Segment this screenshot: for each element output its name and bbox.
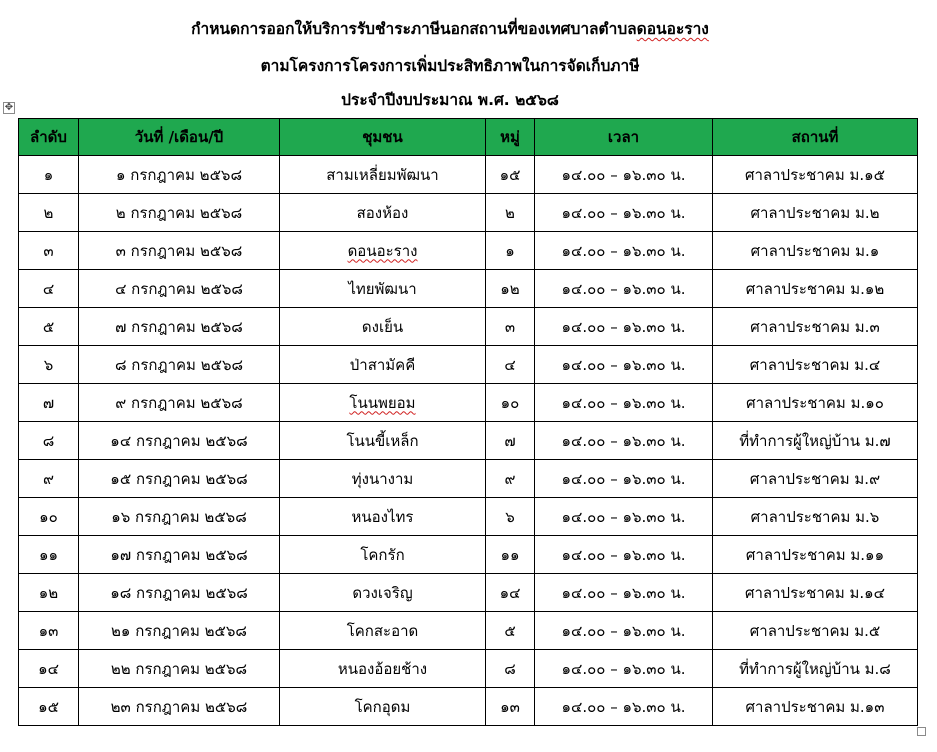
cell-time-text: ๑๔.๐๐ – ๑๖.๓๐ น.	[561, 317, 686, 336]
cell-community[interactable]	[280, 574, 486, 612]
cell-location-text: ศาลาประชาคม ม.๑๐	[746, 393, 884, 412]
cell-date[interactable]	[79, 232, 280, 270]
cell-date[interactable]	[79, 460, 280, 498]
cell-date-text: ๒๒ กรกฎาคม ๒๕๖๘	[110, 659, 248, 678]
cell-community[interactable]	[280, 460, 486, 498]
cell-community-text: โนนขี้เหล็ก	[346, 431, 419, 450]
cell-time-text: ๑๔.๐๐ – ๑๖.๓๐ น.	[561, 621, 686, 640]
cell-time[interactable]	[535, 460, 713, 498]
cell-location[interactable]	[713, 536, 918, 574]
cell-village-text: ๙	[504, 469, 516, 488]
cell-community-text: หนองอ้อยช้าง	[337, 659, 428, 678]
cell-village[interactable]	[486, 422, 535, 460]
cell-community[interactable]	[280, 650, 486, 688]
cell-date-text: ๔ กรกฎาคม ๒๕๖๘	[115, 279, 243, 298]
cell-number-text: ๓	[43, 241, 54, 260]
cell-location-text: ศาลาประชาคม ม.๕	[749, 621, 881, 640]
cell-village[interactable]	[486, 232, 535, 270]
cell-location-text: ศาลาประชาคม ม.๙	[749, 469, 881, 488]
cell-date-text: ๓ กรกฎาคม ๒๕๖๘	[115, 241, 243, 260]
cell-date-text: ๙ กรกฎาคม ๒๕๖๘	[115, 393, 243, 412]
title-line-1-prefix: กำหนดการออกให้บริการรับชำระภาษีนอกสถานที่ของเทศบาลตำบล	[191, 20, 637, 38]
table-row	[19, 194, 918, 232]
cell-village[interactable]	[486, 498, 535, 536]
cell-time[interactable]	[535, 384, 713, 422]
column-header-date: วันที่ /เดือน/ปี	[79, 119, 280, 156]
cell-community[interactable]	[280, 156, 486, 194]
cell-location-text: ศาลาประชาคม ม.๓	[750, 317, 880, 336]
cell-date[interactable]	[79, 422, 280, 460]
cell-time-text: ๑๔.๐๐ – ๑๖.๓๐ น.	[561, 697, 686, 716]
column-header-location: สถานที่	[713, 119, 918, 156]
cell-time[interactable]	[535, 650, 713, 688]
cell-number[interactable]	[19, 612, 79, 650]
table-row	[19, 574, 918, 612]
cell-location[interactable]	[713, 232, 918, 270]
cell-location-text: ที่ทำการผู้ใหญ่บ้าน ม.๘	[739, 659, 891, 678]
cell-time[interactable]	[535, 688, 713, 726]
cell-time[interactable]	[535, 612, 713, 650]
cell-community[interactable]	[280, 346, 486, 384]
cell-date-text: ๑๘ กรกฎาคม ๒๕๖๘	[110, 583, 248, 602]
cell-village-text: ๔	[504, 355, 516, 374]
cell-number[interactable]	[19, 574, 79, 612]
table-row	[19, 536, 918, 574]
cell-village[interactable]	[486, 156, 535, 194]
table-row	[19, 422, 918, 460]
cell-date-text: ๒๑ กรกฎาคม ๒๕๖๘	[111, 621, 247, 640]
cell-date-text: ๑๔ กรกฎาคม ๒๕๖๘	[110, 431, 248, 450]
cell-location-text: ศาลาประชาคม ม.๑๔	[744, 583, 886, 602]
cell-date[interactable]	[79, 688, 280, 726]
cell-village-text: ๖	[505, 507, 515, 526]
cell-number[interactable]	[19, 498, 79, 536]
cell-location-text: ศาลาประชาคม ม.๒	[750, 203, 880, 222]
cell-date-text: ๑๖ กรกฎาคม ๒๕๖๘	[111, 507, 247, 526]
cell-number-text: ๕	[42, 317, 55, 336]
cell-time[interactable]	[535, 346, 713, 384]
cell-community-text: ดอนอะราง	[347, 241, 418, 260]
title-line-1-place-name: ดอนอะราง	[636, 20, 709, 38]
cell-community-text: สองห้อง	[356, 203, 409, 222]
cell-community[interactable]	[280, 270, 486, 308]
title-line-2: ตามโครงการโครงการเพิ่มประสิทธิภาพในการจัดเก็บภาษี	[260, 57, 640, 75]
schedule-table	[18, 118, 918, 726]
cell-location[interactable]	[713, 346, 918, 384]
cell-location[interactable]	[713, 650, 918, 688]
cell-time[interactable]	[535, 156, 713, 194]
cell-community[interactable]	[280, 536, 486, 574]
column-header-village: หมู่	[486, 119, 535, 156]
cell-time-text: ๑๔.๐๐ – ๑๖.๓๐ น.	[561, 393, 686, 412]
cell-location[interactable]	[713, 384, 918, 422]
cell-location[interactable]	[713, 574, 918, 612]
cell-village[interactable]	[486, 460, 535, 498]
cell-time[interactable]	[535, 194, 713, 232]
cell-community-text: ทุ่งนางาม	[351, 469, 414, 488]
cell-community[interactable]	[280, 422, 486, 460]
table-row	[19, 498, 918, 536]
cell-community-text: สามเหลี่ยมพัฒนา	[326, 165, 439, 184]
cell-number-text: ๑๕	[38, 697, 59, 716]
cell-location-text: ศาลาประชาคม ม.๖	[750, 507, 880, 526]
cell-time-text: ๑๔.๐๐ – ๑๖.๓๐ น.	[561, 469, 686, 488]
table-row	[19, 612, 918, 650]
cell-village[interactable]	[486, 346, 535, 384]
cell-time[interactable]	[535, 270, 713, 308]
cell-number-text: ๒	[43, 203, 54, 222]
cell-time[interactable]	[535, 574, 713, 612]
cell-village-text: ๑๐	[500, 393, 520, 412]
cell-location[interactable]	[713, 422, 918, 460]
cell-location[interactable]	[713, 308, 918, 346]
cell-number-text: ๙	[43, 469, 54, 488]
cell-village-text: ๗	[504, 431, 516, 450]
column-header-time: เวลา	[535, 119, 713, 156]
cell-date[interactable]	[79, 346, 280, 384]
cell-date[interactable]	[79, 536, 280, 574]
cell-community-text: ไทยพัฒนา	[348, 279, 417, 298]
cell-community[interactable]	[280, 384, 486, 422]
cell-community[interactable]	[280, 232, 486, 270]
cell-village[interactable]	[486, 688, 535, 726]
table-row	[19, 346, 918, 384]
cell-date-text: ๗ กรกฎาคม ๒๕๖๘	[115, 317, 243, 336]
cell-village-text: ๑๔	[499, 583, 521, 602]
cell-location[interactable]	[713, 612, 918, 650]
cell-number[interactable]	[19, 308, 79, 346]
cell-community[interactable]	[280, 308, 486, 346]
cell-village-text: ๘	[504, 659, 516, 678]
cell-village[interactable]	[486, 194, 535, 232]
table-body	[19, 156, 918, 726]
table-row	[19, 650, 918, 688]
title-line-3: ประจำปีงบประมาณ พ.ศ. ๒๕๖๘	[341, 91, 559, 109]
cell-time[interactable]	[535, 232, 713, 270]
cell-time-text: ๑๔.๐๐ – ๑๖.๓๐ น.	[561, 659, 686, 678]
cell-number[interactable]	[19, 156, 79, 194]
text-cursor	[917, 232, 918, 254]
cell-location-text: ที่ทำการผู้ใหญ่บ้าน ม.๗	[739, 431, 891, 450]
cell-date[interactable]	[79, 650, 280, 688]
cell-location[interactable]	[713, 156, 918, 194]
cell-community-text: ดวงเจริญ	[352, 583, 413, 602]
cell-village[interactable]	[486, 308, 535, 346]
column-header-number: ลำดับ	[19, 119, 79, 156]
cell-number-text: ๑๐	[39, 507, 58, 526]
table-row	[19, 232, 918, 270]
cell-number[interactable]	[19, 384, 79, 422]
cell-number[interactable]	[19, 422, 79, 460]
cell-number-text: ๑๔	[38, 659, 59, 678]
cell-village-text: ๑๒	[500, 279, 520, 298]
cell-date-text: ๒ กรกฎาคม ๒๕๖๘	[115, 203, 243, 222]
cell-number-text: ๑๑	[38, 545, 59, 564]
cell-village-text: ๑๕	[499, 165, 521, 184]
cell-time[interactable]	[535, 422, 713, 460]
cell-community[interactable]	[280, 194, 486, 232]
table-row	[19, 308, 918, 346]
table-row	[19, 384, 918, 422]
cell-location-text: ศาลาประชาคม ม.๑๕	[744, 165, 886, 184]
cell-date-text: ๑ กรกฎาคม ๒๕๖๘	[115, 165, 243, 184]
cell-community[interactable]	[280, 612, 486, 650]
table-move-handle-icon[interactable]: ✥	[4, 102, 14, 113]
cell-date[interactable]	[79, 612, 280, 650]
table-row	[19, 156, 918, 194]
cell-date[interactable]	[79, 270, 280, 308]
cell-location-text: ศาลาประชาคม ม.๑๒	[745, 279, 885, 298]
cell-number-text: ๔	[42, 279, 55, 298]
cell-date-text: ๘ กรกฎาคม ๒๕๖๘	[114, 355, 244, 374]
cell-number-text: ๑	[43, 165, 54, 184]
table-resize-handle-icon[interactable]	[917, 727, 926, 736]
cell-location[interactable]	[713, 460, 918, 498]
cell-community[interactable]	[280, 498, 486, 536]
cell-date[interactable]	[79, 156, 280, 194]
cell-number-text: ๖	[43, 355, 54, 374]
cell-number[interactable]	[19, 346, 79, 384]
cell-number[interactable]	[19, 232, 79, 270]
cell-date[interactable]	[79, 384, 280, 422]
cell-time-text: ๑๔.๐๐ – ๑๖.๓๐ น.	[561, 241, 686, 260]
cell-village-text: ๑๓	[500, 697, 520, 716]
cell-village-text: ๕	[504, 621, 516, 640]
cell-time[interactable]	[535, 536, 713, 574]
title-line-1	[0, 19, 900, 39]
cell-location-text: ศาลาประชาคม ม.๑๓	[745, 697, 885, 716]
cell-village[interactable]	[486, 536, 535, 574]
cell-number-text: ๘	[42, 431, 55, 450]
cell-number[interactable]	[19, 194, 79, 232]
cell-village[interactable]	[486, 574, 535, 612]
cell-location[interactable]	[713, 194, 918, 232]
cell-date-text: ๑๗ กรกฎาคม ๒๕๖๘	[110, 545, 248, 564]
table-header-row	[19, 119, 918, 156]
table-row	[19, 688, 918, 726]
cell-village-text: ๑๑	[500, 545, 520, 564]
cell-community-text: ป่าสามัคคี	[349, 355, 416, 374]
cell-village-text: ๓	[504, 317, 516, 336]
cell-community-text: หนองไทร	[351, 507, 414, 526]
cell-location-text: ศาลาประชาคม ม.๔	[749, 355, 881, 374]
cell-time-text: ๑๔.๐๐ – ๑๖.๓๐ น.	[561, 431, 686, 450]
cell-community-text: โนนพยอม	[349, 393, 416, 412]
cell-time-text: ๑๔.๐๐ – ๑๖.๓๐ น.	[561, 279, 686, 298]
cell-community-text: โคกอุดม	[354, 697, 411, 716]
cell-number[interactable]	[19, 688, 79, 726]
cell-number[interactable]	[19, 650, 79, 688]
cell-number[interactable]	[19, 460, 79, 498]
cell-time-text: ๑๔.๐๐ – ๑๖.๓๐ น.	[561, 545, 686, 564]
cell-date-text: ๑๕ กรกฎาคม ๒๕๖๘	[110, 469, 248, 488]
cell-date[interactable]	[79, 498, 280, 536]
cell-village[interactable]	[486, 612, 535, 650]
cell-community[interactable]	[280, 688, 486, 726]
cell-time-text: ๑๔.๐๐ – ๑๖.๓๐ น.	[561, 165, 686, 184]
cell-time-text: ๑๔.๐๐ – ๑๖.๓๐ น.	[561, 203, 686, 222]
cell-number[interactable]	[19, 536, 79, 574]
cell-time[interactable]	[535, 498, 713, 536]
cell-number-text: ๗	[42, 393, 55, 412]
cell-location-text: ศาลาประชาคม ม.๑	[750, 241, 880, 260]
cell-community-text: โคกรัก	[360, 545, 405, 564]
cell-number[interactable]	[19, 270, 79, 308]
cell-location[interactable]	[713, 270, 918, 308]
cell-location-text: ศาลาประชาคม ม.๑๑	[745, 545, 885, 564]
cell-village-text: ๑	[505, 241, 515, 260]
cell-date-text: ๒๓ กรกฎาคม ๒๕๖๘	[110, 697, 248, 716]
cell-village-text: ๒	[505, 203, 515, 222]
cell-community-text: โคกสะอาด	[346, 621, 419, 640]
cell-location[interactable]	[713, 688, 918, 726]
cell-location[interactable]	[713, 498, 918, 536]
cell-date[interactable]	[79, 194, 280, 232]
cell-village[interactable]	[486, 270, 535, 308]
cell-village[interactable]	[486, 384, 535, 422]
cell-time-text: ๑๔.๐๐ – ๑๖.๓๐ น.	[561, 507, 686, 526]
cell-number-text: ๑๓	[38, 621, 59, 640]
cell-date[interactable]	[79, 308, 280, 346]
cell-number-text: ๑๒	[38, 583, 59, 602]
cell-village[interactable]	[486, 650, 535, 688]
cell-date[interactable]	[79, 574, 280, 612]
table-row	[19, 460, 918, 498]
cell-time[interactable]	[535, 308, 713, 346]
cell-time-text: ๑๔.๐๐ – ๑๖.๓๐ น.	[561, 355, 686, 374]
cell-community-text: ดงเย็น	[361, 317, 404, 336]
column-header-community: ชุมชน	[280, 119, 486, 156]
table-row	[19, 270, 918, 308]
cell-time-text: ๑๔.๐๐ – ๑๖.๓๐ น.	[561, 583, 686, 602]
